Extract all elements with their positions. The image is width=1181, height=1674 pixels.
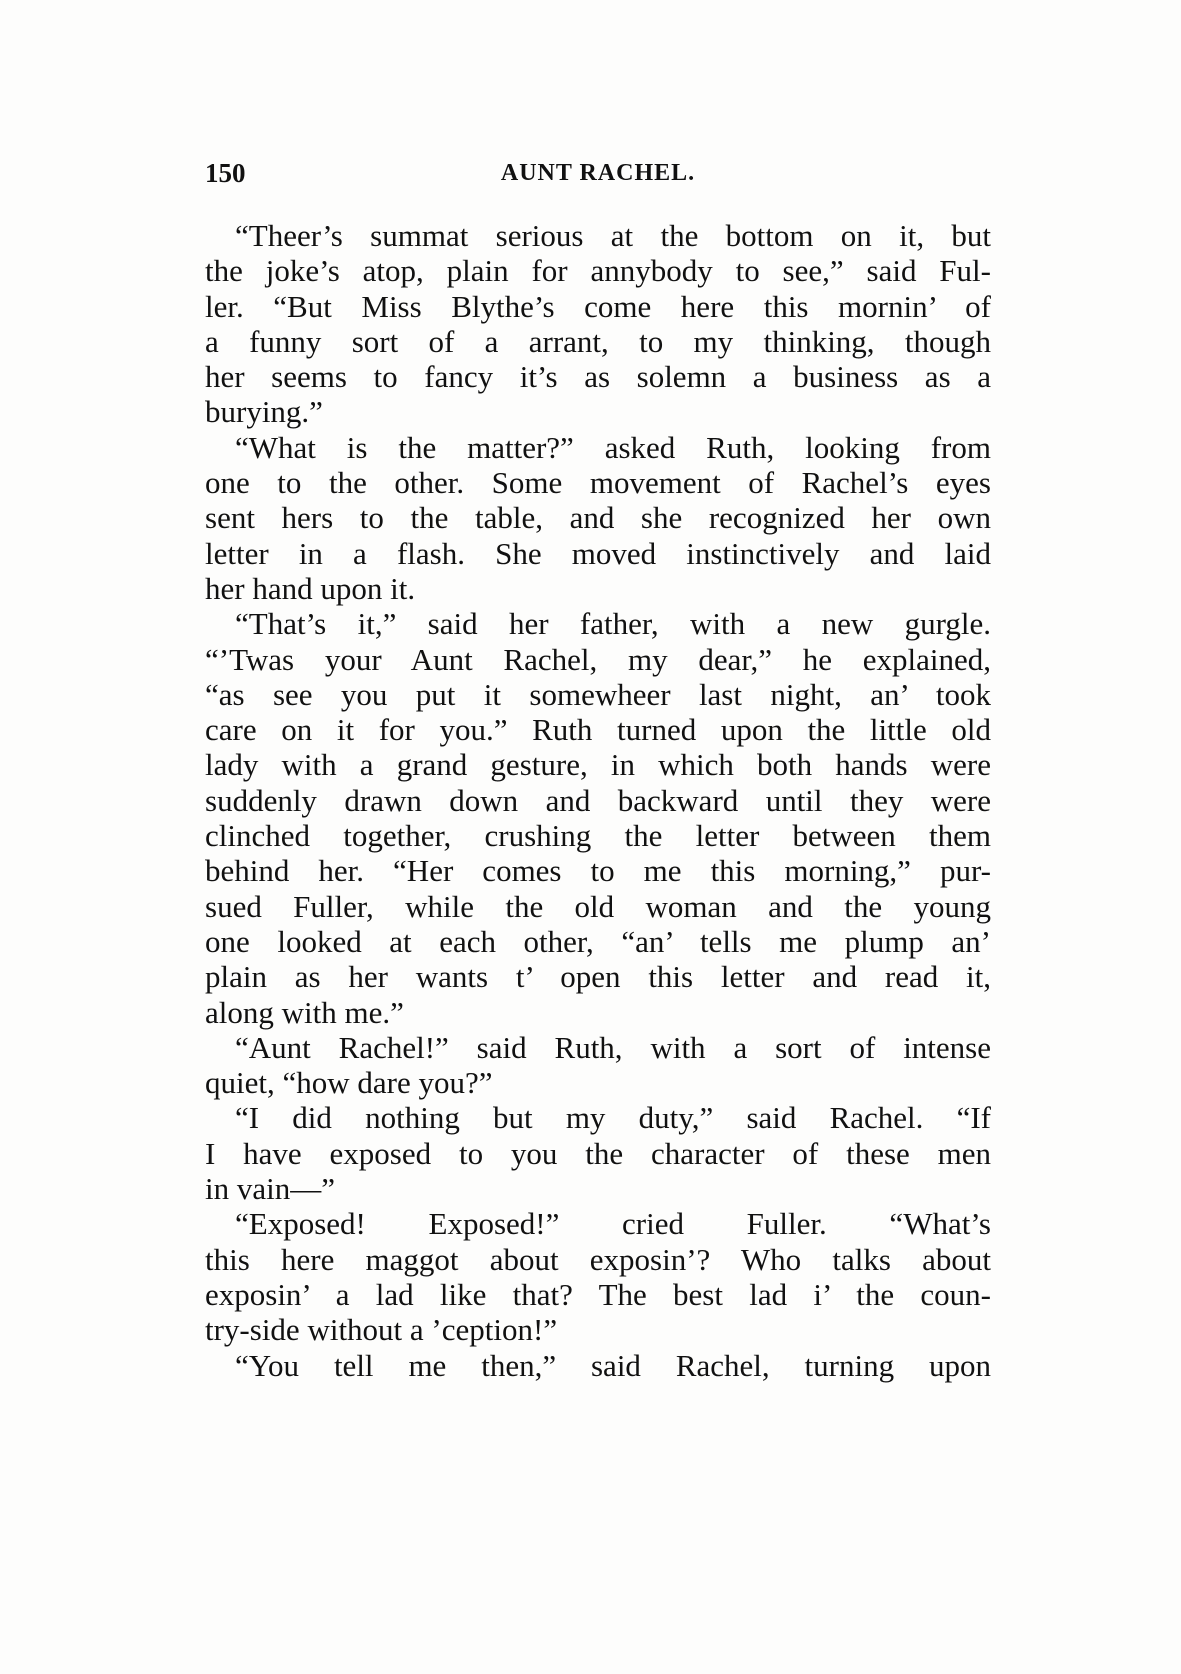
text-line: “What is the matter?” asked Ruth, looking from bbox=[235, 429, 991, 465]
text-line: along with me.” bbox=[205, 994, 404, 1030]
text-line: the joke’s atop, plain for annybody to see,” said Ful- bbox=[205, 253, 991, 289]
text-line: I have exposed to you the character of these men bbox=[205, 1135, 991, 1171]
text-line: this here maggot about exposin’? Who talks about bbox=[205, 1241, 991, 1277]
text-line: lady with a grand gesture, in which both hands were bbox=[205, 747, 991, 783]
page-number: 150 bbox=[205, 158, 246, 188]
text-line: “That’s it,” said her father, with a new gurgle. bbox=[235, 606, 991, 642]
text-line: one looked at each other, “an’ tells me plump an’ bbox=[205, 923, 991, 959]
text-line: “as see you put it somewheer last night, an’ took bbox=[205, 676, 991, 712]
text-line: quiet, “how dare you?” bbox=[205, 1065, 493, 1101]
text-line: “Theer’s summat serious at the bottom on it, but bbox=[235, 218, 991, 253]
text-line: in vain—” bbox=[205, 1171, 335, 1207]
text-line: behind her. “Her comes to me this morning,” pur- bbox=[205, 853, 991, 889]
text-line: exposin’ a lad like that? The best lad i’ the coun- bbox=[205, 1276, 991, 1312]
text-line: letter in a flash. She moved instinctively and laid bbox=[205, 535, 991, 571]
page-header bbox=[205, 158, 991, 198]
text-line: “You tell me then,” said Rachel, turning upon bbox=[235, 1347, 991, 1383]
text-line: sued Fuller, while the old woman and the young bbox=[205, 888, 991, 924]
text-line: care on it for you.” Ruth turned upon the little old bbox=[205, 712, 991, 748]
text-line: try-side without a ’ception!” bbox=[205, 1312, 558, 1348]
text-line: suddenly drawn down and backward until they were bbox=[205, 782, 991, 818]
text-line: “’Twas your Aunt Rachel, my dear,” he explained, bbox=[205, 641, 991, 677]
text-line: “I did nothing but my duty,” said Rachel. “If bbox=[235, 1100, 991, 1136]
text-line: clinched together, crushing the letter between them bbox=[205, 818, 991, 854]
text-line: a funny sort of a arrant, to my thinking, though bbox=[205, 323, 991, 359]
text-line: plain as her wants t’ open this letter and read it, bbox=[205, 959, 991, 995]
text-line: her hand upon it. bbox=[205, 570, 416, 606]
text-line: her seems to fancy it’s as solemn a business as a bbox=[205, 359, 991, 395]
text-line: ler. “But Miss Blythe’s come here this mornin’ of bbox=[205, 288, 991, 324]
text-line: sent hers to the table, and she recognized her own bbox=[205, 500, 991, 536]
text-line: “Exposed! Exposed!” cried Fuller. “What’s bbox=[235, 1206, 991, 1242]
text-line: “Aunt Rachel!” said Ruth, with a sort of intense bbox=[235, 1029, 991, 1065]
running-head: AUNT RACHEL. bbox=[500, 160, 696, 186]
body-text bbox=[205, 218, 991, 1383]
text-line: burying.” bbox=[205, 394, 323, 430]
text-line: one to the other. Some movement of Rachel’s eyes bbox=[205, 465, 991, 501]
